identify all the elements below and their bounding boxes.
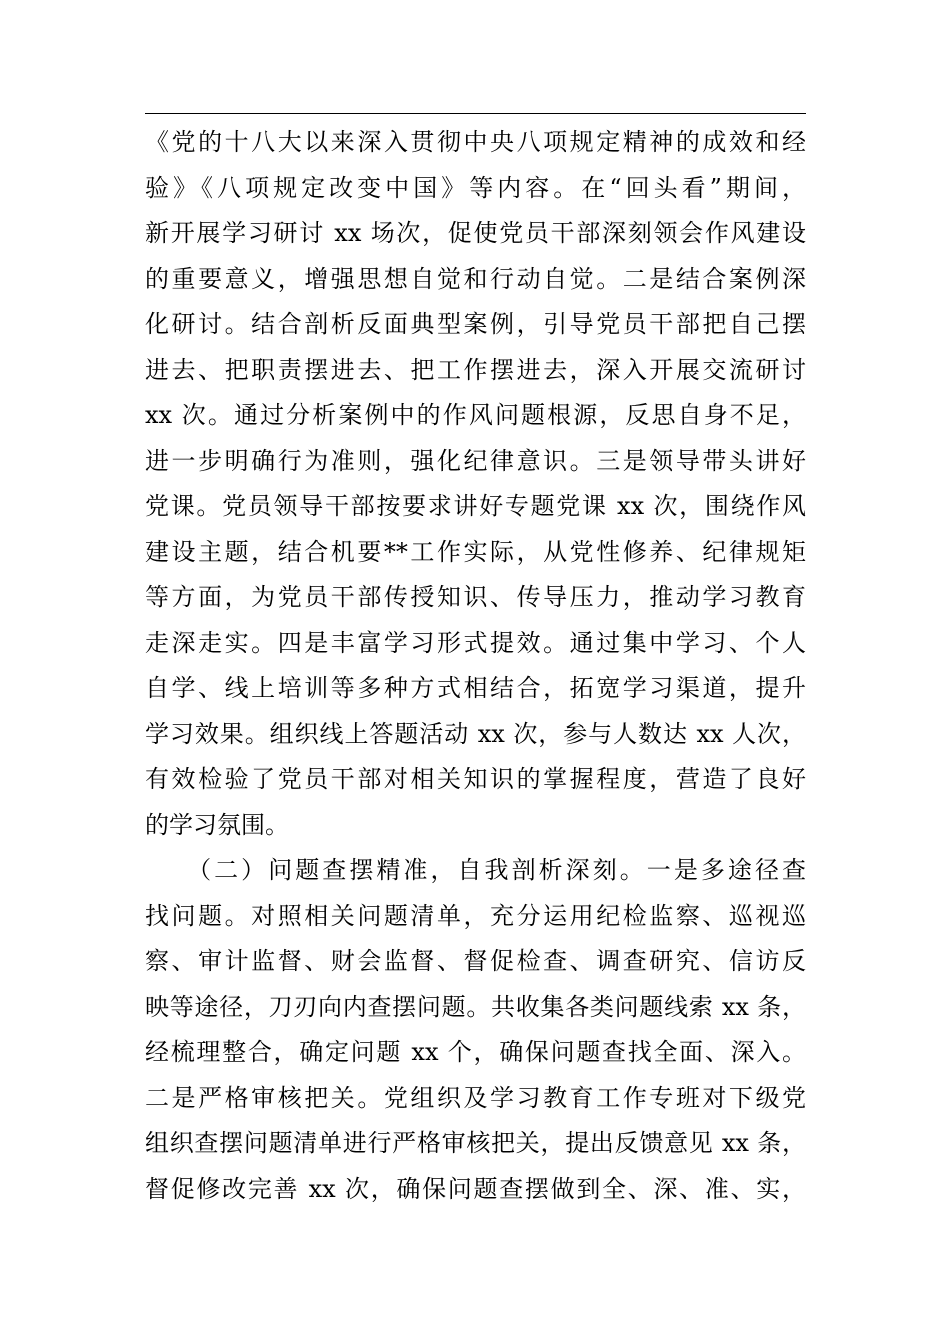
text-line: 映等途径，刀刃向内查摆问题。共收集各类问题线索 xx 条， [145, 992, 806, 1021]
text-line: 的学习氛围。 [145, 810, 289, 839]
text-line: xx 次。通过分析案例中的作风问题根源，反思自身不足， [145, 401, 806, 429]
text-line: 等方面，为党员干部传授知识、传导压力，推动学习教育 [145, 583, 806, 611]
section-heading-line: （二）问题查摆精准，自我剖析深刻。一是多途径查 [145, 856, 806, 884]
text-line: 经梳理整合，确定问题 xx 个，确保问题查找全面、深入。 [145, 1038, 806, 1066]
document-body [145, 120, 806, 1212]
text-line: 组织查摆问题清单进行严格审核把关，提出反馈意见 xx 条， [145, 1129, 806, 1157]
text-line: 建设主题，结合机要**工作实际，从党性修养、纪律规矩 [145, 537, 806, 566]
text-line: 党课。党员领导干部按要求讲好专题党课 xx 次，围绕作风 [145, 492, 806, 520]
text-line: 走深走实。四是丰富学习形式提效。通过集中学习、个人 [145, 628, 806, 657]
text-line: 察、审计监督、财会监督、督促检查、调查研究、信访反 [145, 947, 806, 975]
text-line: 新开展学习研讨 xx 场次，促使党员干部深刻领会作风建设 [145, 219, 806, 247]
text-line: 验》《八项规定改变中国》等内容。在“回头看”期间， [145, 173, 806, 202]
text-line: 的重要意义，增强思想自觉和行动自觉。二是结合案例深 [145, 264, 806, 293]
text-line: 《党的十八大以来深入贯彻中央八项规定精神的成效和经 [145, 128, 806, 156]
header-rule [145, 113, 806, 114]
text-line: 自学、线上培训等多种方式相结合，拓宽学习渠道，提升 [145, 674, 806, 702]
text-line: 督促修改完善 xx 次，确保问题查摆做到全、深、准、实， [145, 1174, 806, 1203]
text-line: 找问题。对照相关问题清单，充分运用纪检监察、巡视巡 [145, 901, 806, 930]
text-line: 进去、把职责摆进去、把工作摆进去，深入开展交流研讨 [145, 355, 806, 384]
text-line: 学习效果。组织线上答题活动 xx 次，参与人数达 xx 人次， [145, 719, 806, 748]
text-line: 有效检验了党员干部对相关知识的掌握程度，营造了良好 [145, 765, 806, 793]
text-line: 二是严格审核把关。党组织及学习教育工作专班对下级党 [145, 1083, 806, 1112]
text-line: 进一步明确行为准则，强化纪律意识。三是领导带头讲好 [145, 446, 806, 475]
text-line: 化研讨。结合剖析反面典型案例，引导党员干部把自己摆 [145, 310, 806, 338]
